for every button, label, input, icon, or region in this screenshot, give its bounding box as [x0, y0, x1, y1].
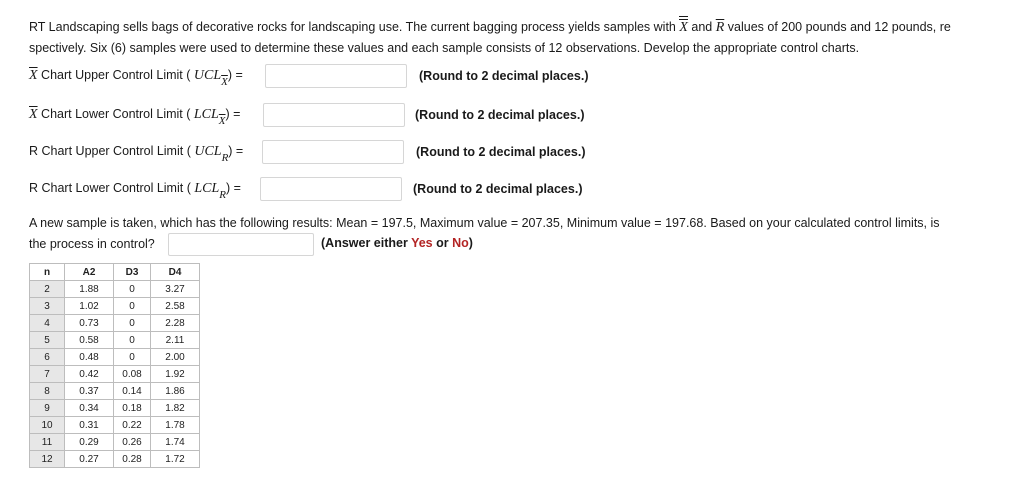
subscript-r: R — [219, 189, 226, 201]
table-row — [30, 400, 200, 417]
cell-d3: 0 — [114, 298, 151, 315]
ucl-symbol: UCL — [193, 68, 222, 83]
cell-n: 12 — [30, 451, 65, 468]
r-lcl-input[interactable] — [260, 177, 402, 201]
cell-d4: 1.72 — [151, 451, 200, 468]
intro-text-b: and — [687, 20, 716, 34]
question-label — [29, 181, 241, 201]
lcl-symbol: LCL — [193, 107, 219, 122]
label-text: R Chart Upper Control Limit ( — [29, 144, 195, 158]
cell-d3: 0 — [114, 332, 151, 349]
table-row — [30, 332, 200, 349]
cell-d4: 2.00 — [151, 349, 200, 366]
table-row — [30, 366, 200, 383]
cell-n: 11 — [30, 434, 65, 451]
cell-n: 5 — [30, 332, 65, 349]
cell-d3: 0.22 — [114, 417, 151, 434]
label-text: Chart Lower Control Limit ( — [41, 107, 194, 121]
cell-d4: 2.58 — [151, 298, 200, 315]
subscript-r: R — [221, 152, 229, 164]
cell-n: 2 — [30, 281, 65, 298]
cell-d4: 1.78 — [151, 417, 200, 434]
intro-text-a: RT Landscaping sells bags of decorative rocks for landscaping use. The current bagging process yields samples with — [29, 20, 680, 34]
cell-d4: 2.11 — [151, 332, 200, 349]
cell-a2: 0.27 — [65, 451, 114, 468]
question-label — [29, 68, 243, 88]
table-header-row — [30, 264, 200, 281]
ucl-symbol: UCL — [194, 144, 222, 159]
equals-text: ) = — [228, 144, 244, 158]
intro-line-2: spectively. Six (6) samples were used to determine these values and each sample consists of 12 observations. Develop the appropriate control charts. — [29, 41, 860, 55]
cell-d4: 1.86 — [151, 383, 200, 400]
table-row — [30, 281, 200, 298]
label-text: Chart Upper Control Limit ( — [41, 68, 194, 82]
new-sample-line-2: the process in control? — [29, 237, 155, 251]
question-label — [29, 144, 244, 164]
cell-n: 8 — [30, 383, 65, 400]
cell-n: 7 — [30, 366, 65, 383]
cell-d4: 1.92 — [151, 366, 200, 383]
rbar-symbol: $\overline{R}$ — [715, 20, 725, 35]
header-a2: A2 — [65, 264, 114, 281]
header-n: n — [30, 264, 65, 281]
hint-or-text: or — [432, 236, 453, 250]
cell-a2: 0.58 — [65, 332, 114, 349]
label-text: R Chart Lower Control Limit ( — [29, 181, 195, 195]
cell-a2: 1.88 — [65, 281, 114, 298]
cell-d4: 2.28 — [151, 315, 200, 332]
equals-text: ) = — [225, 181, 241, 195]
xbar-bar-symbol: X — [679, 17, 688, 38]
cell-d3: 0 — [114, 281, 151, 298]
in-control-input[interactable] — [168, 233, 314, 256]
lcl-symbol: LCL — [194, 181, 220, 196]
xbar-lcl-input[interactable] — [263, 103, 405, 127]
cell-d3: 0.08 — [114, 366, 151, 383]
round-hint: (Round to 2 decimal places.) — [416, 145, 586, 159]
round-hint: (Round to 2 decimal places.) — [419, 69, 589, 83]
cell-a2: 0.48 — [65, 349, 114, 366]
cell-a2: 0.34 — [65, 400, 114, 417]
header-d3: D3 — [114, 264, 151, 281]
cell-d3: 0 — [114, 315, 151, 332]
cell-n: 10 — [30, 417, 65, 434]
r-ucl-input[interactable] — [262, 140, 404, 164]
hint-text: (Answer either — [321, 236, 412, 250]
cell-a2: 1.02 — [65, 298, 114, 315]
cell-a2: 0.29 — [65, 434, 114, 451]
cell-a2: 0.73 — [65, 315, 114, 332]
yes-option-text: Yes — [411, 236, 433, 250]
cell-d4: 1.74 — [151, 434, 200, 451]
table-row — [30, 451, 200, 468]
cell-d4: 3.27 — [151, 281, 200, 298]
intro-line-1 — [29, 17, 1009, 38]
subscript-xbar: $\overline{X}$ — [221, 76, 228, 88]
cell-d3: 0.18 — [114, 400, 151, 417]
cell-a2: 0.37 — [65, 383, 114, 400]
problem-statement — [29, 17, 1009, 59]
subscript-xbar: $\overline{X}$ — [218, 115, 226, 127]
intro-text-c: values of 200 pounds and 12 pounds, re — [724, 20, 951, 34]
new-sample-line-1: A new sample is taken, which has the following results: Mean = 197.5, Maximum value = 207.35, Minimum value = 197.68. Based on your calculated control limits, is — [29, 216, 940, 230]
no-option-text: No — [452, 236, 469, 250]
table-row — [30, 315, 200, 332]
round-hint: (Round to 2 decimal places.) — [415, 108, 585, 122]
cell-a2: 0.42 — [65, 366, 114, 383]
cell-n: 3 — [30, 298, 65, 315]
table-row — [30, 349, 200, 366]
xbar-ucl-input[interactable] — [265, 64, 407, 88]
cell-n: 4 — [30, 315, 65, 332]
round-hint: (Round to 2 decimal places.) — [413, 182, 583, 196]
xbar-symbol: $\overline{X}$ — [29, 107, 38, 122]
table-row — [30, 417, 200, 434]
hint-close-text: ) — [468, 236, 473, 250]
cell-n: 6 — [30, 349, 65, 366]
cell-a2: 0.31 — [65, 417, 114, 434]
table-row — [30, 298, 200, 315]
equals-text: ) = — [227, 68, 243, 82]
question-label — [29, 107, 241, 127]
header-d4: D4 — [151, 264, 200, 281]
equals-text: ) = — [225, 107, 241, 121]
cell-d3: 0 — [114, 349, 151, 366]
cell-n: 9 — [30, 400, 65, 417]
cell-d3: 0.14 — [114, 383, 151, 400]
xbar-symbol: $\overline{X}$ — [29, 68, 38, 83]
cell-d3: 0.28 — [114, 451, 151, 468]
table-row — [30, 434, 200, 451]
answer-hint — [321, 236, 473, 250]
control-chart-factors-table — [29, 263, 200, 468]
cell-d4: 1.82 — [151, 400, 200, 417]
cell-d3: 0.26 — [114, 434, 151, 451]
table-row — [30, 383, 200, 400]
